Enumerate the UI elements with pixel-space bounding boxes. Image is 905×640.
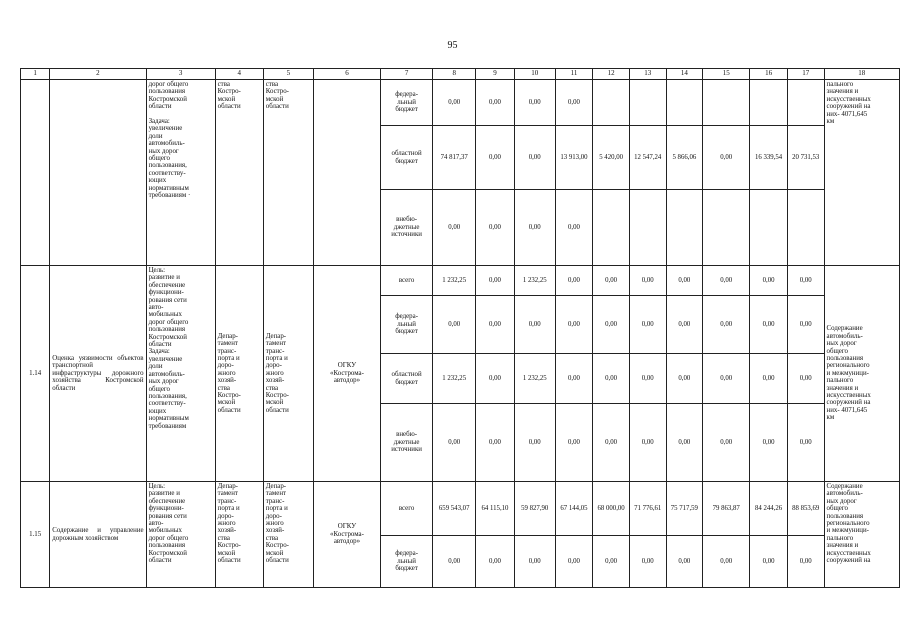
table-row bbox=[21, 80, 900, 126]
value-cell: 71 776,61 bbox=[629, 482, 666, 536]
value-cell: 0,00 bbox=[476, 296, 515, 354]
value-cell bbox=[593, 190, 630, 266]
cont-result-cell: пального значения и искусственных сооружений на них- 4071,645 км bbox=[824, 80, 899, 266]
value-cell: 0,00 bbox=[666, 296, 703, 354]
value-cell: 0,00 bbox=[514, 80, 555, 126]
value-cell: 0,00 bbox=[593, 354, 630, 404]
value-cell: 1 232,25 bbox=[433, 266, 476, 296]
value-cell: 16 339,54 bbox=[750, 126, 788, 190]
value-cell bbox=[593, 80, 630, 126]
value-cell: 74 817,37 bbox=[433, 126, 476, 190]
value-cell: 0,00 bbox=[666, 266, 703, 296]
column-header-1: 1 bbox=[21, 69, 50, 80]
value-cell: 5 866,06 bbox=[666, 126, 703, 190]
value-cell bbox=[666, 190, 703, 266]
cont-num-cell bbox=[21, 80, 50, 266]
goal-cell: Цель: развитие и обеспечение функциони- рования сети авто- мобильных дорог общего пользования Костромской области bbox=[146, 482, 215, 588]
value-cell: 0,00 bbox=[555, 354, 593, 404]
source-cell: федера- льный бюджет bbox=[380, 536, 432, 588]
value-cell: 0,00 bbox=[750, 296, 788, 354]
value-cell bbox=[787, 190, 824, 266]
value-cell: 12 547,24 bbox=[629, 126, 666, 190]
value-cell: 0,00 bbox=[787, 404, 824, 482]
value-cell: 0,00 bbox=[629, 536, 666, 588]
organization-cell: ОГКУ «Кострома- автодор» bbox=[313, 266, 380, 482]
coexecutor-cell: Депар- тамент транс- порта и доро- жного хозяй- ства Костро- мской области bbox=[263, 482, 313, 588]
value-cell: 84 244,26 bbox=[750, 482, 788, 536]
value-cell: 0,00 bbox=[593, 404, 630, 482]
value-cell: 0,00 bbox=[787, 296, 824, 354]
value-cell: 0,00 bbox=[476, 80, 515, 126]
value-cell: 0,00 bbox=[703, 354, 750, 404]
value-cell: 0,00 bbox=[629, 266, 666, 296]
value-cell: 0,00 bbox=[514, 536, 555, 588]
value-cell: 0,00 bbox=[433, 404, 476, 482]
row-number: 1.15 bbox=[21, 482, 50, 588]
column-header-2: 2 bbox=[50, 69, 146, 80]
value-cell: 0,00 bbox=[433, 536, 476, 588]
table-body bbox=[21, 69, 900, 588]
value-cell bbox=[703, 190, 750, 266]
value-cell: 20 731,53 bbox=[787, 126, 824, 190]
column-header-17: 17 bbox=[787, 69, 824, 80]
column-header-6: 6 bbox=[313, 69, 380, 80]
value-cell bbox=[629, 80, 666, 126]
column-header-11: 11 bbox=[555, 69, 593, 80]
value-cell: 0,00 bbox=[433, 296, 476, 354]
column-header-13: 13 bbox=[629, 69, 666, 80]
value-cell bbox=[750, 80, 788, 126]
row-number: 1.14 bbox=[21, 266, 50, 482]
value-cell: 0,00 bbox=[593, 266, 630, 296]
value-cell: 0,00 bbox=[666, 404, 703, 482]
value-cell: 0,00 bbox=[629, 354, 666, 404]
budget-table bbox=[20, 68, 900, 588]
source-cell: внебю- джетные источники bbox=[380, 190, 432, 266]
value-cell: 64 115,10 bbox=[476, 482, 515, 536]
value-cell: 0,00 bbox=[555, 536, 593, 588]
measure-name: Оценка уязвимости объектов транспортной инфраструктуры дорожного хозяйства Костромской области bbox=[50, 266, 146, 482]
value-cell: 79 863,87 bbox=[703, 482, 750, 536]
value-cell bbox=[787, 80, 824, 126]
page-number: 95 bbox=[447, 40, 458, 51]
value-cell: 0,00 bbox=[476, 266, 515, 296]
value-cell bbox=[703, 80, 750, 126]
value-cell: 0,00 bbox=[750, 536, 788, 588]
source-cell: всего bbox=[380, 266, 432, 296]
value-cell: 0,00 bbox=[750, 354, 788, 404]
source-cell: областной бюджет bbox=[380, 126, 432, 190]
value-cell: 0,00 bbox=[703, 296, 750, 354]
cont-name-cell bbox=[50, 80, 146, 266]
value-cell: 0,00 bbox=[514, 296, 555, 354]
value-cell: 1 232,25 bbox=[514, 266, 555, 296]
value-cell: 0,00 bbox=[476, 190, 515, 266]
value-cell: 0,00 bbox=[666, 354, 703, 404]
source-cell: всего bbox=[380, 482, 432, 536]
source-cell: внебю- джетные источники bbox=[380, 404, 432, 482]
value-cell: 0,00 bbox=[787, 354, 824, 404]
value-cell: 0,00 bbox=[476, 404, 515, 482]
value-cell: 0,00 bbox=[787, 266, 824, 296]
value-cell: 0,00 bbox=[593, 296, 630, 354]
column-header-4: 4 bbox=[215, 69, 263, 80]
cont-executor-cell: ства Костро- мской области bbox=[215, 80, 263, 266]
value-cell: 5 420,00 bbox=[593, 126, 630, 190]
value-cell: 0,00 bbox=[514, 126, 555, 190]
executor-cell: Депар- тамент транс- порта и доро- жного хозяй- ства Костро- мской области bbox=[215, 482, 263, 588]
value-cell: 75 717,59 bbox=[666, 482, 703, 536]
value-cell: 0,00 bbox=[476, 126, 515, 190]
value-cell: 0,00 bbox=[666, 536, 703, 588]
value-cell: 0,00 bbox=[476, 354, 515, 404]
measure-name: Содержание и управление дорожным хозяйством bbox=[50, 482, 146, 588]
goal-cell: Цель: развитие и обеспечение функциони- рования сети авто- мобильных дорог общего пользования Костромской области Задача: увеличение доли автомобиль- ных дорог общего пользования, соответству- ющих нормативным требованиям bbox=[146, 266, 215, 482]
value-cell: 0,00 bbox=[555, 80, 593, 126]
organization-cell: ОГКУ «Кострома- автодор» bbox=[313, 482, 380, 588]
value-cell: 1 232,25 bbox=[433, 354, 476, 404]
value-cell: 0,00 bbox=[476, 536, 515, 588]
value-cell: 0,00 bbox=[703, 266, 750, 296]
source-cell: федера- льный бюджет bbox=[380, 296, 432, 354]
value-cell: 0,00 bbox=[629, 296, 666, 354]
value-cell: 1 232,25 bbox=[514, 354, 555, 404]
value-cell: 0,00 bbox=[703, 404, 750, 482]
cont-org-cell bbox=[313, 80, 380, 266]
value-cell: 0,00 bbox=[750, 404, 788, 482]
result-cell: Содержание автомобиль- ных дорог общего пользования регионального и межмуници- пального значения и искусственных сооружений на bbox=[824, 482, 899, 588]
value-cell: 0,00 bbox=[593, 536, 630, 588]
cont-coexecutor-cell: ства Костро- мской области bbox=[263, 80, 313, 266]
executor-cell: Депар- тамент транс- порта и доро- жного хозяй- ства Костро- мской области bbox=[215, 266, 263, 482]
value-cell: 0,00 bbox=[555, 404, 593, 482]
column-header-18: 18 bbox=[824, 69, 899, 80]
value-cell: 0,00 bbox=[629, 404, 666, 482]
value-cell: 0,00 bbox=[433, 80, 476, 126]
value-cell: 68 000,00 bbox=[593, 482, 630, 536]
header-row bbox=[21, 69, 900, 80]
value-cell bbox=[629, 190, 666, 266]
value-cell bbox=[750, 190, 788, 266]
value-cell: 0,00 bbox=[703, 536, 750, 588]
source-cell: областной бюджет bbox=[380, 354, 432, 404]
value-cell: 659 543,07 bbox=[433, 482, 476, 536]
value-cell: 0,00 bbox=[514, 404, 555, 482]
value-cell: 0,00 bbox=[787, 536, 824, 588]
column-header-5: 5 bbox=[263, 69, 313, 80]
column-header-12: 12 bbox=[593, 69, 630, 80]
value-cell bbox=[666, 80, 703, 126]
column-header-9: 9 bbox=[476, 69, 515, 80]
value-cell: 0,00 bbox=[703, 126, 750, 190]
cont-goal-cell: дорог общего пользования Костромской области Задача: увеличение доли автомобиль- ных дорог общего пользования, соответству- ющих нормативным требованиям · bbox=[146, 80, 215, 266]
value-cell: 0,00 bbox=[750, 266, 788, 296]
table-row bbox=[21, 482, 900, 536]
column-header-14: 14 bbox=[666, 69, 703, 80]
value-cell: 0,00 bbox=[555, 296, 593, 354]
value-cell: 59 827,90 bbox=[514, 482, 555, 536]
result-cell: Содержание автомобиль- ных дорог общего пользования регионального и межмуници- пального значения и искусственных сооружений на них- 4071,645 км bbox=[824, 266, 899, 482]
value-cell: 0,00 bbox=[514, 190, 555, 266]
value-cell: 67 144,05 bbox=[555, 482, 593, 536]
column-header-10: 10 bbox=[514, 69, 555, 80]
value-cell: 13 913,00 bbox=[555, 126, 593, 190]
column-header-7: 7 bbox=[380, 69, 432, 80]
coexecutor-cell: Депар- тамент транс- порта и доро- жного хозяй- ства Костро- мской области bbox=[263, 266, 313, 482]
table-row bbox=[21, 266, 900, 296]
column-header-16: 16 bbox=[750, 69, 788, 80]
column-header-15: 15 bbox=[703, 69, 750, 80]
value-cell: 0,00 bbox=[555, 266, 593, 296]
value-cell: 0,00 bbox=[555, 190, 593, 266]
value-cell: 0,00 bbox=[433, 190, 476, 266]
value-cell: 88 853,69 bbox=[787, 482, 824, 536]
column-header-8: 8 bbox=[433, 69, 476, 80]
source-cell: федера- льный бюджет bbox=[380, 80, 432, 126]
column-header-3: 3 bbox=[146, 69, 215, 80]
